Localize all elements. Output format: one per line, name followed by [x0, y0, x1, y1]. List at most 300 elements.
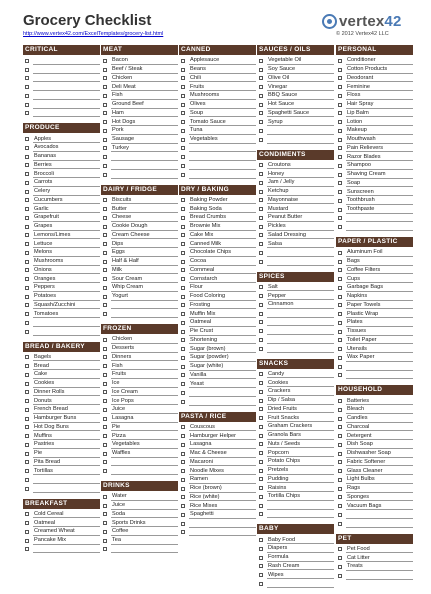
checkbox[interactable] — [181, 233, 185, 237]
checkbox[interactable] — [25, 181, 29, 185]
checkbox[interactable] — [181, 198, 185, 202]
checkbox[interactable] — [338, 216, 342, 220]
checkbox[interactable] — [338, 312, 342, 316]
checkbox[interactable] — [181, 76, 185, 80]
checkbox[interactable] — [259, 85, 263, 89]
checkbox[interactable] — [338, 277, 342, 281]
item-label: Potatoes — [33, 292, 100, 301]
checklist-item — [336, 74, 413, 83]
checkbox[interactable] — [25, 478, 29, 482]
checkbox[interactable] — [259, 68, 263, 72]
checkbox[interactable] — [103, 242, 107, 246]
checkbox[interactable] — [259, 163, 263, 167]
item-label: Chili — [189, 74, 256, 83]
checkbox[interactable] — [338, 59, 342, 63]
checkbox[interactable] — [338, 478, 342, 482]
checkbox[interactable] — [338, 120, 342, 124]
checkbox[interactable] — [181, 443, 185, 447]
checkbox[interactable] — [103, 460, 107, 464]
checkbox[interactable] — [259, 416, 263, 420]
checkbox[interactable] — [338, 181, 342, 185]
checkbox[interactable] — [259, 76, 263, 80]
checkbox[interactable] — [103, 495, 107, 499]
checkbox[interactable] — [259, 469, 263, 473]
checkbox[interactable] — [338, 295, 342, 299]
checkbox[interactable] — [259, 512, 263, 516]
checkbox[interactable] — [103, 111, 107, 115]
checkbox[interactable] — [181, 173, 185, 177]
checkbox[interactable] — [181, 251, 185, 255]
checkbox[interactable] — [181, 155, 185, 159]
checkbox[interactable] — [338, 190, 342, 194]
checkbox[interactable] — [259, 198, 263, 202]
checkbox[interactable] — [25, 312, 29, 316]
checkbox[interactable] — [259, 347, 263, 351]
item-label: Cotton Products — [346, 65, 413, 74]
checklist-item — [101, 492, 178, 501]
checkbox[interactable] — [259, 120, 263, 124]
checkbox[interactable] — [338, 173, 342, 177]
checkbox[interactable] — [181, 522, 185, 526]
checkbox[interactable] — [338, 452, 342, 456]
checkbox[interactable] — [181, 242, 185, 246]
checkbox[interactable] — [259, 425, 263, 429]
checkbox[interactable] — [25, 216, 29, 220]
checkbox[interactable] — [25, 59, 29, 63]
checkbox[interactable] — [259, 190, 263, 194]
checkbox[interactable] — [338, 199, 342, 203]
checkbox[interactable] — [103, 94, 107, 98]
checkbox[interactable] — [103, 286, 107, 290]
checklist-item — [23, 301, 100, 310]
checkbox[interactable] — [103, 233, 107, 237]
item-label: Pork — [111, 126, 178, 135]
checkbox[interactable] — [259, 329, 263, 333]
checkbox[interactable] — [338, 155, 342, 159]
checkbox[interactable] — [25, 417, 29, 421]
item-label — [189, 388, 256, 397]
checkbox[interactable] — [181, 303, 185, 307]
checkbox[interactable] — [103, 382, 107, 386]
checklist-item — [336, 82, 413, 91]
checkbox[interactable] — [25, 251, 29, 255]
checklist-item — [101, 231, 178, 240]
checkbox[interactable] — [259, 486, 263, 490]
checkbox[interactable] — [338, 495, 342, 499]
checkbox[interactable] — [25, 68, 29, 72]
item-label: Pizza — [111, 432, 178, 441]
checkbox[interactable] — [25, 146, 29, 150]
checkbox[interactable] — [103, 452, 107, 456]
checkbox[interactable] — [25, 103, 29, 107]
item-label — [346, 510, 413, 519]
checkbox[interactable] — [338, 94, 342, 98]
checkbox[interactable] — [103, 373, 107, 377]
checkbox[interactable] — [103, 408, 107, 412]
checkbox[interactable] — [259, 495, 263, 499]
checkbox[interactable] — [25, 539, 29, 543]
checkbox[interactable] — [338, 399, 342, 403]
item-label: Utensils — [346, 345, 413, 354]
checkbox[interactable] — [259, 285, 263, 289]
item-label: Carrots — [33, 178, 100, 187]
category-header: BABY — [257, 524, 334, 534]
checkbox[interactable] — [338, 146, 342, 150]
checkbox[interactable] — [181, 103, 185, 107]
checkbox[interactable] — [338, 513, 342, 517]
checkbox[interactable] — [338, 260, 342, 264]
checkbox[interactable] — [181, 120, 185, 124]
checkbox[interactable] — [181, 164, 185, 168]
checkbox[interactable] — [25, 512, 29, 516]
checkbox[interactable] — [25, 530, 29, 534]
checkbox[interactable] — [181, 260, 185, 264]
checkbox[interactable] — [259, 233, 263, 237]
checkbox[interactable] — [181, 207, 185, 211]
item-label: Dinners — [111, 353, 178, 362]
checkbox[interactable] — [338, 417, 342, 421]
checkbox[interactable] — [181, 365, 185, 369]
checkbox[interactable] — [181, 68, 185, 72]
item-label: Pancake Mix — [33, 536, 100, 545]
checkbox[interactable] — [338, 251, 342, 255]
checklist-item — [336, 266, 413, 275]
checkbox[interactable] — [338, 286, 342, 290]
checkbox[interactable] — [338, 111, 342, 115]
item-label: Onions — [33, 266, 100, 275]
checkbox[interactable] — [259, 547, 263, 551]
item-label: Lettuce — [33, 240, 100, 249]
checkbox[interactable] — [25, 443, 29, 447]
checkbox[interactable] — [103, 530, 107, 534]
checkbox[interactable] — [338, 547, 342, 551]
checkbox[interactable] — [181, 495, 185, 499]
checkbox[interactable] — [181, 59, 185, 63]
checkbox[interactable] — [103, 68, 107, 72]
checkbox[interactable] — [338, 138, 342, 142]
checkbox[interactable] — [25, 260, 29, 264]
checkbox[interactable] — [103, 216, 107, 220]
checkbox[interactable] — [181, 268, 185, 272]
checkbox[interactable] — [25, 163, 29, 167]
checkbox[interactable] — [103, 268, 107, 272]
checkbox[interactable] — [259, 460, 263, 464]
checkbox[interactable] — [181, 216, 185, 220]
checkbox[interactable] — [338, 268, 342, 272]
checkbox[interactable] — [25, 303, 29, 307]
checkbox[interactable] — [181, 504, 185, 508]
checkbox[interactable] — [259, 216, 263, 220]
checkbox[interactable] — [338, 574, 342, 578]
category-header: FROZEN — [101, 324, 178, 334]
checkbox[interactable] — [25, 460, 29, 464]
checkbox[interactable] — [25, 111, 29, 115]
checkbox[interactable] — [181, 382, 185, 386]
item-label: Sugar (brown) — [189, 345, 256, 354]
checkbox[interactable] — [338, 321, 342, 325]
checkbox[interactable] — [338, 425, 342, 429]
checkbox[interactable] — [338, 225, 342, 229]
checkbox[interactable] — [103, 390, 107, 394]
checkbox[interactable] — [25, 172, 29, 176]
checkbox[interactable] — [103, 504, 107, 508]
checkbox[interactable] — [103, 539, 107, 543]
checkbox[interactable] — [25, 225, 29, 229]
checkbox[interactable] — [338, 443, 342, 447]
checkbox[interactable] — [103, 469, 107, 473]
checkbox[interactable] — [338, 330, 342, 334]
checkbox[interactable] — [181, 434, 185, 438]
checkbox[interactable] — [103, 146, 107, 150]
checklist-item — [257, 204, 334, 213]
checkbox[interactable] — [103, 425, 107, 429]
checkbox[interactable] — [338, 373, 342, 377]
checkbox[interactable] — [103, 547, 107, 551]
checkbox[interactable] — [25, 85, 29, 89]
checkbox[interactable] — [103, 338, 107, 342]
checkbox[interactable] — [103, 173, 107, 177]
checkbox[interactable] — [103, 312, 107, 316]
item-label: Pie Crust — [189, 327, 256, 336]
checkbox[interactable] — [259, 504, 263, 508]
checkbox[interactable] — [181, 138, 185, 142]
checkbox[interactable] — [259, 442, 263, 446]
checkbox[interactable] — [181, 146, 185, 150]
checklist-item — [23, 449, 100, 458]
checkbox[interactable] — [103, 347, 107, 351]
checkbox[interactable] — [338, 338, 342, 342]
checkbox[interactable] — [103, 417, 107, 421]
checkbox[interactable] — [103, 76, 107, 80]
checkbox[interactable] — [25, 321, 29, 325]
checklist-item — [336, 100, 413, 109]
checklist-item — [23, 169, 100, 178]
checkbox[interactable] — [181, 391, 185, 395]
checkbox[interactable] — [259, 260, 263, 264]
checkbox[interactable] — [181, 356, 185, 360]
checkbox[interactable] — [259, 582, 263, 586]
checkbox[interactable] — [259, 294, 263, 298]
checkbox[interactable] — [338, 208, 342, 212]
checkbox[interactable] — [25, 233, 29, 237]
checkbox[interactable] — [338, 522, 342, 526]
checkbox[interactable] — [338, 85, 342, 89]
checkbox[interactable] — [103, 303, 107, 307]
checkbox[interactable] — [103, 138, 107, 142]
checkbox[interactable] — [25, 521, 29, 525]
checkbox[interactable] — [181, 85, 185, 89]
checkbox[interactable] — [338, 103, 342, 107]
checkbox[interactable] — [181, 452, 185, 456]
checkbox[interactable] — [181, 460, 185, 464]
item-label: Cake — [33, 370, 100, 379]
checkbox[interactable] — [259, 372, 263, 376]
checkbox[interactable] — [259, 138, 263, 142]
checkbox[interactable] — [181, 487, 185, 491]
item-label: Deli Meat — [111, 83, 178, 92]
checkbox[interactable] — [259, 381, 263, 385]
checkbox[interactable] — [338, 356, 342, 360]
checkbox[interactable] — [338, 347, 342, 351]
checkbox[interactable] — [25, 469, 29, 473]
checkbox[interactable] — [25, 547, 29, 551]
checkbox[interactable] — [338, 164, 342, 168]
checkbox[interactable] — [259, 94, 263, 98]
checkbox[interactable] — [181, 94, 185, 98]
checkbox[interactable] — [181, 111, 185, 115]
checkbox[interactable] — [259, 111, 263, 115]
checklist-item — [336, 553, 413, 562]
checkbox[interactable] — [103, 399, 107, 403]
checkbox[interactable] — [25, 137, 29, 141]
checkbox[interactable] — [338, 504, 342, 508]
copyright-notice: © 2012 Vertex42 LLC — [336, 31, 389, 37]
checkbox[interactable] — [25, 277, 29, 281]
checkbox[interactable] — [338, 434, 342, 438]
item-label: Baking Soda — [189, 205, 256, 214]
checkbox[interactable] — [259, 338, 263, 342]
checkbox[interactable] — [259, 312, 263, 316]
checkbox[interactable] — [338, 487, 342, 491]
checkbox[interactable] — [259, 207, 263, 211]
checkbox[interactable] — [25, 155, 29, 159]
checkbox[interactable] — [259, 390, 263, 394]
checkbox[interactable] — [25, 364, 29, 368]
checkbox[interactable] — [25, 295, 29, 299]
checkbox[interactable] — [259, 556, 263, 560]
checkbox[interactable] — [181, 225, 185, 229]
checkbox[interactable] — [25, 198, 29, 202]
checkbox[interactable] — [103, 355, 107, 359]
checkbox[interactable] — [338, 460, 342, 464]
checkbox[interactable] — [259, 573, 263, 577]
checkbox[interactable] — [181, 321, 185, 325]
template-url-link[interactable]: http://www.vertex42.com/ExcelTemplates/grocery-list.html — [23, 31, 164, 37]
checkbox[interactable] — [103, 260, 107, 264]
checkbox[interactable] — [25, 399, 29, 403]
checkbox[interactable] — [181, 347, 185, 351]
checkbox[interactable] — [259, 181, 263, 185]
checkbox[interactable] — [25, 425, 29, 429]
checkbox[interactable] — [25, 94, 29, 98]
checkbox[interactable] — [25, 390, 29, 394]
checklist-item — [23, 109, 100, 118]
checkbox[interactable] — [25, 190, 29, 194]
checkbox[interactable] — [25, 207, 29, 211]
checkbox[interactable] — [338, 565, 342, 569]
checkbox[interactable] — [103, 251, 107, 255]
checkbox[interactable] — [259, 103, 263, 107]
checkbox[interactable] — [181, 330, 185, 334]
checkbox[interactable] — [259, 407, 263, 411]
checkbox[interactable] — [25, 434, 29, 438]
checkbox[interactable] — [259, 242, 263, 246]
checkbox[interactable] — [103, 277, 107, 281]
checkbox[interactable] — [103, 364, 107, 368]
checkbox[interactable] — [181, 312, 185, 316]
checkbox[interactable] — [338, 408, 342, 412]
checkbox[interactable] — [338, 129, 342, 133]
checkbox[interactable] — [181, 425, 185, 429]
checkbox[interactable] — [259, 303, 263, 307]
checkbox[interactable] — [181, 338, 185, 342]
checkbox[interactable] — [103, 295, 107, 299]
checkbox[interactable] — [338, 68, 342, 72]
checkbox[interactable] — [338, 556, 342, 560]
checkbox[interactable] — [181, 469, 185, 473]
checkbox[interactable] — [25, 330, 29, 334]
checkbox[interactable] — [25, 382, 29, 386]
checkbox[interactable] — [259, 564, 263, 568]
checkbox[interactable] — [25, 373, 29, 377]
checkbox[interactable] — [103, 155, 107, 159]
checkbox[interactable] — [25, 242, 29, 246]
checkbox[interactable] — [259, 451, 263, 455]
checkbox[interactable] — [181, 513, 185, 517]
checkbox[interactable] — [103, 443, 107, 447]
checklist-item — [23, 161, 100, 170]
checkbox[interactable] — [181, 478, 185, 482]
checkbox[interactable] — [25, 355, 29, 359]
checkbox[interactable] — [25, 268, 29, 272]
checkbox[interactable] — [338, 469, 342, 473]
checkbox[interactable] — [103, 59, 107, 63]
checkbox[interactable] — [181, 286, 185, 290]
checkbox[interactable] — [338, 76, 342, 80]
checkbox[interactable] — [259, 172, 263, 176]
checkbox[interactable] — [181, 129, 185, 133]
checkbox[interactable] — [181, 530, 185, 534]
checkbox[interactable] — [259, 129, 263, 133]
checkbox[interactable] — [103, 521, 107, 525]
item-label: Oranges — [33, 275, 100, 284]
checkbox[interactable] — [181, 400, 185, 404]
checkbox[interactable] — [259, 59, 263, 63]
checkbox[interactable] — [338, 303, 342, 307]
checkbox[interactable] — [259, 538, 263, 542]
checkbox[interactable] — [103, 198, 107, 202]
checkbox[interactable] — [181, 295, 185, 299]
checkbox[interactable] — [25, 286, 29, 290]
checkbox[interactable] — [103, 129, 107, 133]
checkbox[interactable] — [103, 85, 107, 89]
checkbox[interactable] — [259, 225, 263, 229]
checkbox[interactable] — [259, 320, 263, 324]
checklist-item — [179, 109, 256, 118]
checkbox[interactable] — [25, 487, 29, 491]
checklist-item — [23, 431, 100, 440]
checkbox[interactable] — [103, 207, 107, 211]
checkbox[interactable] — [103, 225, 107, 229]
checkbox[interactable] — [259, 399, 263, 403]
checkbox[interactable] — [259, 477, 263, 481]
checkbox[interactable] — [103, 120, 107, 124]
checkbox[interactable] — [181, 277, 185, 281]
checklist-item — [101, 74, 178, 83]
checkbox[interactable] — [259, 434, 263, 438]
checkbox[interactable] — [103, 164, 107, 168]
checkbox[interactable] — [181, 373, 185, 377]
checkbox[interactable] — [338, 365, 342, 369]
checkbox[interactable] — [103, 434, 107, 438]
checkbox[interactable] — [25, 408, 29, 412]
checkbox[interactable] — [25, 452, 29, 456]
checkbox[interactable] — [259, 251, 263, 255]
checklist-item — [23, 196, 100, 205]
checkbox[interactable] — [103, 103, 107, 107]
checkbox[interactable] — [25, 76, 29, 80]
checkbox[interactable] — [103, 512, 107, 516]
